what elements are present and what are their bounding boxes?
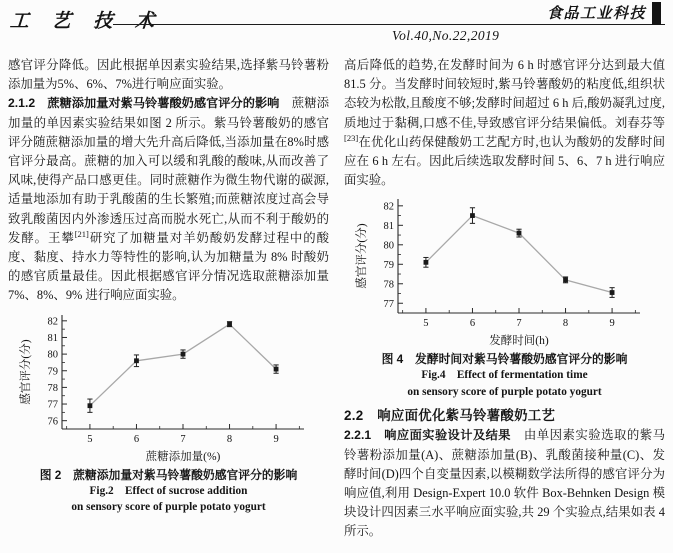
journal-logo-text: 食品工业科技 [543,1,650,25]
svg-text:82: 82 [383,201,394,213]
right-column [344,56,665,542]
svg-text:感官评分(分): 感官评分(分) [355,223,368,290]
svg-text:76: 76 [47,415,58,427]
page-header [0,0,673,48]
svg-text:9: 9 [608,318,615,330]
svg-text:6: 6 [469,318,475,330]
figure-2-caption [8,467,329,516]
svg-text:77: 77 [47,399,58,411]
citation-ref-21: [21] [74,228,89,239]
figure-4-caption-en-line2: on sensory score of purple potato yogurt [407,385,602,398]
svg-text:8: 8 [226,433,232,445]
paragraph-continuation [344,56,665,190]
svg-text:80: 80 [383,240,394,252]
svg-text:8: 8 [562,318,568,330]
figure-2 [8,308,329,516]
svg-text:7: 7 [515,318,522,330]
figure-2-caption-en-line2: on sensory score of purple potato yogurt [71,501,266,514]
figure-2-caption-cn: 图 2 蔗糖添加量对紫马铃薯酸奶感官评分的影响 [39,467,298,482]
section-2-1-2-title: 2.1.2 蔗糖添加量对紫马铃薯酸奶感官评分的影响 [8,96,280,111]
section-category-logo: 工 艺 技 术 [9,11,164,32]
svg-text:79: 79 [47,365,58,377]
svg-text:81: 81 [383,221,394,233]
paragraph-continuation [8,56,329,94]
svg-text:9: 9 [272,433,279,445]
figure-4-caption-en-line1: Fig.4 Effect of fermentation time [421,369,588,382]
body-text: 由单因素实验选取的紫马铃薯粉添加量(A)、蔗糖添加量(B)、乳酸菌接种量(C)、发酵时间(D)四个自变量因素,以模糊数学法所得的感官评分为响应值,利用 Design-Expert 10.0 软件 Box-Behnken Design 模块设计四因素三水平响应面实验,共 29 个实验点,结果如表 4 所示。 [344,428,665,539]
journal-logo-bar [652,2,661,25]
two-column-body [8,56,666,542]
body-text: 蔗糖添加量的单因素实验结果如图 2 所示。紫马铃薯酸奶的感官评分随蔗糖添加量的增大先升高后降低,当添加量在8%时感官评分最高。蔗糖的加入可以缓和乳酸的酸味,从而改善了风味,使得产品口感更佳。同时蔗糖作为微生物代谢的碳源,适量地添加有助于乳酸菌的生长繁殖;而蔗糖浓度过高会导致乳酸菌因内外渗透压过高而脱水死亡,从而不利于酸奶的发酵。王攀 [8,96,330,245]
svg-text:7: 7 [179,433,186,445]
svg-text:78: 78 [47,382,58,394]
svg-text:78: 78 [383,279,394,291]
body-text: 感官评分降低。因此根据单因素实验结果,选择紫马铃薯粉添加量为5%、6%、7%进行响应面实验。 [8,58,329,92]
figure-4 [344,192,665,400]
left-column [8,56,329,542]
journal-volume-info: Vol.40,No.22,2019 [392,28,500,43]
svg-text:81: 81 [47,332,58,344]
figure-4-caption-cn: 图 4 发酵时间对紫马铃薯酸奶感官评分的影响 [381,352,628,367]
section-2-2-heading: 2.2 响应面优化紫马铃薯酸奶工艺 [344,408,556,424]
body-text: 高后降低的趋势,在发酵时间为 6 h 时感官评分达到最大值 81.5 分。当发酵时间较短时,紫马铃薯酸奶的粘度低,组织状态较为松散,且酸度不够;发酵时间超过 6 h 后,酸奶凝乳过度,质地过于黏稠,口感不佳,导致感官评分结果偏低。刘春芬等 [344,58,665,130]
paragraph-2-1-2 [8,94,329,305]
citation-ref-23: [23] [344,132,359,143]
svg-text:6: 6 [133,433,139,445]
section-2-2-1-title: 2.2.1 响应面实验设计及结果 [344,428,511,443]
svg-text:77: 77 [383,299,394,311]
body-text: 在优化山药保健酸奶工艺配方时,也认为酸奶的发酵时间应在 6 h 左右。因此后续选取发酵时间 5、6、7 h 进行响应面实验。 [344,134,665,188]
journal-logo [543,1,661,25]
figure-2-caption-en-line1: Fig.2 Effect of sucrose addition [89,484,248,497]
svg-text:发酵时间(h): 发酵时间(h) [488,335,549,348]
svg-text:80: 80 [47,349,58,361]
svg-text:5: 5 [422,318,429,330]
svg-text:感官评分(分): 感官评分(分) [19,339,32,405]
svg-text:蔗糖添加量(%): 蔗糖添加量(%) [145,450,220,463]
body-text: 研究了加糖量对羊奶酸奶发酵过程中的酸度、黏度、持水力等特性的影响,认为加糖量为 8% 时酸奶的感官质量最佳。因此根据感官评分情况选取蔗糖添加量 7%、8%、9% 进行响应面实验。 [8,230,330,303]
svg-text:5: 5 [86,433,93,445]
fig2-line-chart [18,308,320,466]
svg-text:82: 82 [47,316,58,328]
figure-4-caption [344,351,665,400]
fig4-line-chart [354,192,656,350]
svg-text:79: 79 [383,260,394,272]
paragraph-2-2-1 [344,426,665,541]
